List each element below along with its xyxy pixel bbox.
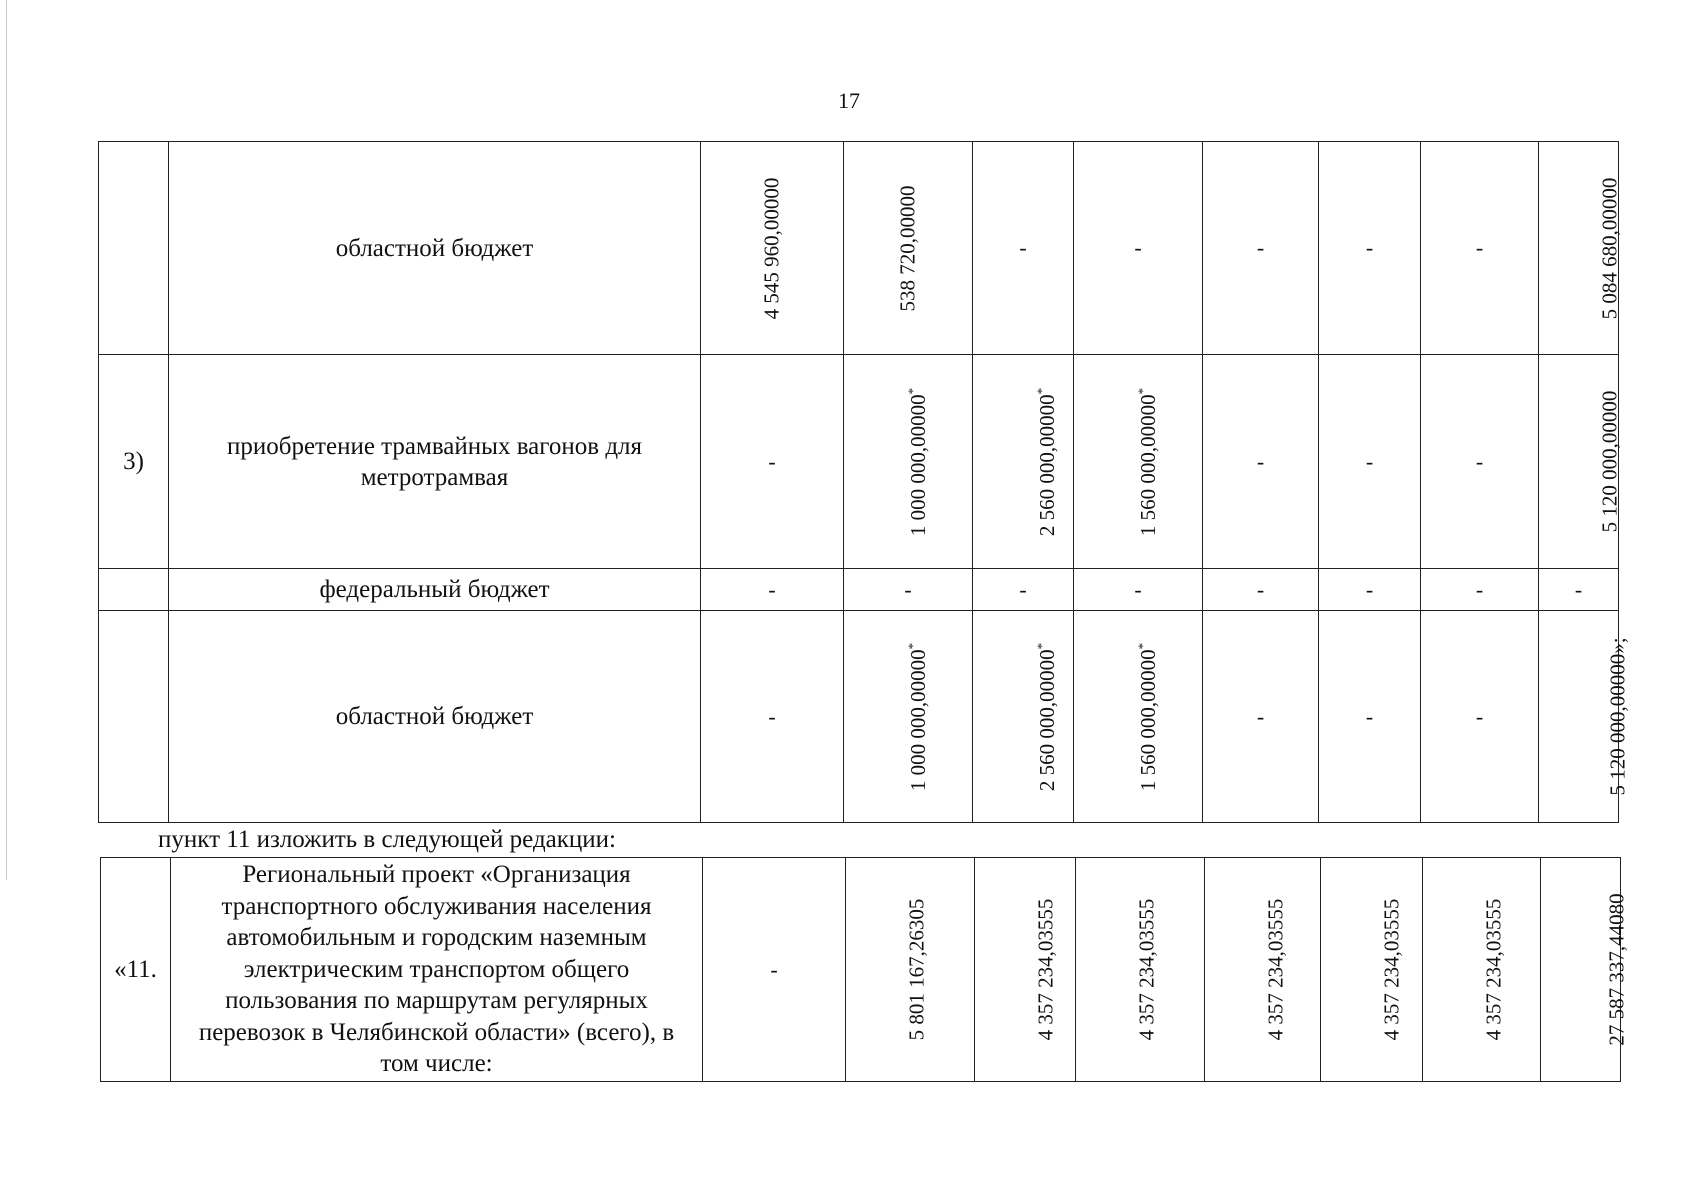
table-row-item-11: [101, 858, 1621, 1082]
value-cell: -: [1319, 569, 1421, 611]
value-cell: -: [1319, 142, 1421, 355]
value-cell: -: [1539, 569, 1619, 611]
value-cell: 5 120 000,00000»;: [1605, 637, 1630, 796]
value-cell: 4 357 234,03555: [1033, 898, 1058, 1041]
value-cell: -: [1319, 611, 1421, 823]
footnote-mark: *: [905, 387, 921, 394]
value-cell: -: [1203, 142, 1319, 355]
footnote-mark: *: [1034, 642, 1050, 649]
row-label: приобретение трамвайных вагонов для метротрамвая: [169, 355, 701, 569]
value-cell: 2 560 000,00000*: [1034, 387, 1060, 536]
budget-table: [98, 141, 1630, 823]
value-cell: 27 587 337,44080: [1604, 893, 1629, 1046]
value-cell: -: [1074, 142, 1203, 355]
scan-edge-line: [6, 0, 7, 880]
row-number-cell: [99, 569, 169, 611]
table-row-item-3: [99, 355, 1619, 569]
table-row-regional-budget-2: [99, 611, 1619, 823]
row-number-cell: 3): [99, 355, 169, 569]
value-cell: -: [1203, 355, 1319, 569]
value-cell: 1 560 000,00000*: [1135, 387, 1161, 536]
value-cell: 1 560 000,00000*: [1135, 642, 1161, 791]
footnote-mark: *: [905, 642, 921, 649]
amendment-table: [100, 857, 1629, 1082]
value-cell: 538 720,00000: [895, 185, 920, 311]
row-number-cell: [99, 611, 169, 823]
value-cell: -: [973, 569, 1074, 611]
value-cell: -: [973, 142, 1074, 355]
value-cell: 4 357 234,03555: [1263, 898, 1288, 1041]
value-cell: 1 000 000,00000*: [905, 387, 931, 536]
value-cell: -: [1421, 569, 1539, 611]
amendment-caption: пункт 11 изложить в следующей редакции:: [158, 826, 616, 853]
value-cell: 4 357 234,03555: [1481, 898, 1506, 1041]
value-cell: -: [701, 355, 844, 569]
row-label: областной бюджет: [169, 611, 701, 823]
value-cell: -: [703, 858, 846, 1082]
footnote-mark: *: [1135, 642, 1151, 649]
row-number-cell: «11.: [101, 858, 171, 1082]
value-cell: 4 545 960,00000: [759, 177, 784, 319]
footnote-mark: *: [1135, 387, 1151, 394]
value-cell: -: [1203, 611, 1319, 823]
value-cell: 4 357 234,03555: [1379, 898, 1404, 1041]
value-cell: -: [1421, 355, 1539, 569]
row-label: федеральный бюджет: [169, 569, 701, 611]
value-cell: -: [1421, 611, 1539, 823]
page-number: 17: [838, 88, 860, 113]
value-cell: 5 801 167,26305: [904, 898, 929, 1041]
value-cell: -: [701, 611, 844, 823]
value-cell: 1 000 000,00000*: [905, 642, 931, 791]
row-number-cell: [99, 142, 169, 355]
row-label: областной бюджет: [169, 142, 701, 355]
value-cell: -: [1203, 569, 1319, 611]
footnote-mark: *: [1034, 387, 1050, 394]
table-row-federal-budget: [99, 569, 1619, 611]
value-cell: 4 357 234,03555: [1134, 898, 1159, 1041]
table-row-regional-budget-1: [99, 142, 1619, 355]
value-cell: 5 120 000,00000: [1597, 390, 1622, 533]
value-cell: 2 560 000,00000*: [1034, 642, 1060, 791]
value-cell: -: [1421, 142, 1539, 355]
value-cell: -: [1074, 569, 1203, 611]
value-cell: 5 084 680,00000: [1597, 177, 1622, 319]
value-cell: -: [1319, 355, 1421, 569]
value-cell: -: [844, 569, 973, 611]
value-cell: -: [701, 569, 844, 611]
row-label: Региональный проект «Организация транспортного обслуживания населения автомобильным и городским наземным электрическим транспортом общего пользования по маршрутам регулярных перевозок в Челябинской области» (всего), в том числе:: [171, 858, 703, 1082]
